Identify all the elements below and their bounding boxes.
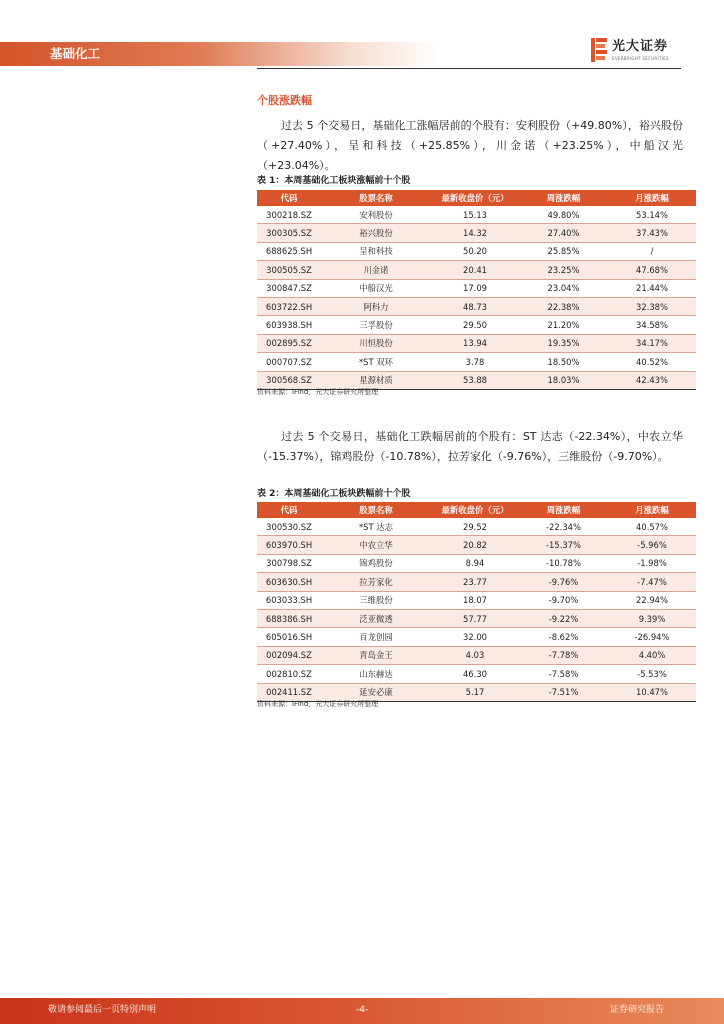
column-header: 代码	[257, 190, 321, 206]
stock-name-cell: *ST 双环	[321, 353, 431, 371]
header-section-title: 基础化工	[50, 46, 101, 61]
close-price-cell: 4.03	[431, 646, 519, 664]
table-row	[257, 242, 696, 260]
column-header: 股票名称	[321, 502, 431, 518]
stock-name-cell: 中船汉光	[321, 279, 431, 297]
table-row	[257, 646, 696, 664]
monthly-change-cell: -26.94%	[608, 628, 696, 646]
monthly-change-cell: 10.47%	[608, 683, 696, 701]
weekly-change-cell: 19.35%	[519, 334, 608, 352]
stock-code-cell: 300218.SZ	[257, 206, 321, 224]
close-price-cell: 53.88	[431, 371, 519, 389]
stock-name-cell: 呈和科技	[321, 242, 431, 260]
table-top-gainers	[257, 190, 696, 390]
close-price-cell: 50.20	[431, 242, 519, 260]
weekly-change-cell: 23.04%	[519, 279, 608, 297]
stock-code-cell: 603033.SH	[257, 591, 321, 609]
stock-name-cell: 川恒股份	[321, 334, 431, 352]
stock-code-cell: 300305.SZ	[257, 224, 321, 242]
close-price-cell: 14.32	[431, 224, 519, 242]
close-price-cell: 48.73	[431, 297, 519, 315]
table-row	[257, 353, 696, 371]
weekly-change-cell: 22.38%	[519, 297, 608, 315]
monthly-change-cell: 40.52%	[608, 353, 696, 371]
stock-name-cell: 延安必康	[321, 683, 431, 701]
stock-name-cell: 泛亚微透	[321, 609, 431, 627]
close-price-cell: 29.52	[431, 518, 519, 536]
stock-code-cell: 603722.SH	[257, 297, 321, 315]
weekly-change-cell: -9.70%	[519, 591, 608, 609]
stock-code-cell: 688386.SH	[257, 609, 321, 627]
table-row	[257, 591, 696, 609]
stock-name-cell: 锦鸡股份	[321, 554, 431, 572]
close-price-cell: 46.30	[431, 665, 519, 683]
close-price-cell: 18.07	[431, 591, 519, 609]
stock-code-cell: 605016.SH	[257, 628, 321, 646]
stock-name-cell: 三孚股份	[321, 316, 431, 334]
footer-report-type: 证券研究报告	[610, 1005, 665, 1015]
close-price-cell: 23.77	[431, 573, 519, 591]
stock-name-cell: 中农立华	[321, 536, 431, 554]
section-title: 个股涨跌幅	[257, 94, 312, 107]
stock-code-cell: 300505.SZ	[257, 261, 321, 279]
table-row	[257, 683, 696, 701]
monthly-change-cell: 47.68%	[608, 261, 696, 279]
close-price-cell: 29.50	[431, 316, 519, 334]
column-header: 月涨跌幅	[608, 502, 696, 518]
table-row	[257, 316, 696, 334]
column-header: 周涨跌幅	[519, 502, 608, 518]
monthly-change-cell: /	[608, 242, 696, 260]
weekly-change-cell: 18.50%	[519, 353, 608, 371]
close-price-cell: 32.00	[431, 628, 519, 646]
monthly-change-cell: -7.47%	[608, 573, 696, 591]
weekly-change-cell: -9.22%	[519, 609, 608, 627]
close-price-cell: 20.41	[431, 261, 519, 279]
table-row	[257, 536, 696, 554]
monthly-change-cell: 34.17%	[608, 334, 696, 352]
monthly-change-cell: 37.43%	[608, 224, 696, 242]
table-row	[257, 206, 696, 224]
stock-name-cell: 拉芳家化	[321, 573, 431, 591]
stock-code-cell: 300847.SZ	[257, 279, 321, 297]
table-row	[257, 609, 696, 627]
table-row	[257, 573, 696, 591]
stock-code-cell: 000707.SZ	[257, 353, 321, 371]
weekly-change-cell: 49.80%	[519, 206, 608, 224]
stock-name-cell: 青岛金王	[321, 646, 431, 664]
monthly-change-cell: -1.98%	[608, 554, 696, 572]
column-header: 最新收盘价（元）	[431, 190, 519, 206]
brand-name-cn: 光大证券	[612, 39, 669, 54]
stock-name-cell: 安利股份	[321, 206, 431, 224]
stock-name-cell: *ST 达志	[321, 518, 431, 536]
weekly-change-cell: 27.40%	[519, 224, 608, 242]
close-price-cell: 5.17	[431, 683, 519, 701]
stock-name-cell: 百龙创园	[321, 628, 431, 646]
monthly-change-cell: -5.53%	[608, 665, 696, 683]
table-row	[257, 554, 696, 572]
stock-name-cell: 三维股份	[321, 591, 431, 609]
table1-source: 资料来源：iFind，光大证券研究所整理	[257, 388, 379, 396]
column-header: 最新收盘价（元）	[431, 502, 519, 518]
monthly-change-cell: 32.38%	[608, 297, 696, 315]
close-price-cell: 13.94	[431, 334, 519, 352]
table-row	[257, 665, 696, 683]
close-price-cell: 3.78	[431, 353, 519, 371]
stock-code-cell: 603970.SH	[257, 536, 321, 554]
monthly-change-cell: 42.43%	[608, 371, 696, 389]
weekly-change-cell: 23.25%	[519, 261, 608, 279]
monthly-change-cell: -5.96%	[608, 536, 696, 554]
stock-code-cell: 300798.SZ	[257, 554, 321, 572]
table-row	[257, 261, 696, 279]
table-header-row	[257, 190, 696, 206]
column-header: 代码	[257, 502, 321, 518]
weekly-change-cell: -7.58%	[519, 665, 608, 683]
stock-code-cell: 002094.SZ	[257, 646, 321, 664]
weekly-change-cell: -9.76%	[519, 573, 608, 591]
weekly-change-cell: 25.85%	[519, 242, 608, 260]
close-price-cell: 17.09	[431, 279, 519, 297]
footer-disclaimer-link[interactable]: 敬请参阅最后一页特别声明	[48, 1005, 157, 1015]
weekly-change-cell: -8.62%	[519, 628, 608, 646]
weekly-change-cell: -15.37%	[519, 536, 608, 554]
monthly-change-cell: 40.57%	[608, 518, 696, 536]
close-price-cell: 15.13	[431, 206, 519, 224]
stock-name-cell: 山东赫达	[321, 665, 431, 683]
weekly-change-cell: -7.78%	[519, 646, 608, 664]
monthly-change-cell: 34.58%	[608, 316, 696, 334]
close-price-cell: 20.82	[431, 536, 519, 554]
stock-code-cell: 603938.SH	[257, 316, 321, 334]
weekly-change-cell: -7.51%	[519, 683, 608, 701]
table-row	[257, 297, 696, 315]
table2-caption: 表 2：本周基础化工板块跌幅前十个股	[257, 489, 411, 499]
weekly-change-cell: -10.78%	[519, 554, 608, 572]
header-divider	[257, 68, 681, 69]
weekly-change-cell: -22.34%	[519, 518, 608, 536]
brand-logo	[591, 38, 681, 66]
column-header: 月涨跌幅	[608, 190, 696, 206]
monthly-change-cell: 53.14%	[608, 206, 696, 224]
stock-code-cell: 688625.SH	[257, 242, 321, 260]
table-header-row	[257, 502, 696, 518]
table-row	[257, 279, 696, 297]
stock-code-cell: 002895.SZ	[257, 334, 321, 352]
monthly-change-cell: 21.44%	[608, 279, 696, 297]
stock-code-cell: 603630.SH	[257, 573, 321, 591]
stock-code-cell: 300530.SZ	[257, 518, 321, 536]
column-header: 股票名称	[321, 190, 431, 206]
table-row	[257, 518, 696, 536]
stock-name-cell: 裕兴股份	[321, 224, 431, 242]
brand-name-en: EVERBRIGHT SECURITIES	[612, 56, 669, 61]
weekly-change-cell: 18.03%	[519, 371, 608, 389]
monthly-change-cell: 9.39%	[608, 609, 696, 627]
brand-mark-icon	[591, 38, 607, 62]
monthly-change-cell: 4.40%	[608, 646, 696, 664]
table-row	[257, 334, 696, 352]
table-row	[257, 371, 696, 389]
table-top-losers	[257, 502, 696, 702]
stock-code-cell: 002411.SZ	[257, 683, 321, 701]
table1-caption: 表 1：本周基础化工板块涨幅前十个股	[257, 176, 411, 186]
stock-code-cell: 300568.SZ	[257, 371, 321, 389]
table-row	[257, 224, 696, 242]
monthly-change-cell: 22.94%	[608, 591, 696, 609]
column-header: 周涨跌幅	[519, 190, 608, 206]
page-number: -4-	[356, 1005, 369, 1015]
weekly-change-cell: 21.20%	[519, 316, 608, 334]
paragraph-losers: 过去 5 个交易日，基础化工跌幅居前的个股有：ST 达志（-22.34%），中农立华（-15.37%），锦鸡股份（-10.78%），拉芳家化（-9.76%），三维股份（-9.70%）。	[257, 430, 683, 463]
stock-code-cell: 002810.SZ	[257, 665, 321, 683]
close-price-cell: 8.94	[431, 554, 519, 572]
close-price-cell: 57.77	[431, 609, 519, 627]
table2-source: 资料来源：iFind，光大证券研究所整理	[257, 700, 379, 708]
paragraph-gainers: 过去 5 个交易日，基础化工涨幅居前的个股有：安利股份（+49.80%），裕兴股份（+27.40%），呈和科技（+25.85%），川金诺（+23.25%），中船汉光（+23.04%）。	[257, 119, 683, 172]
table-row	[257, 628, 696, 646]
stock-name-cell: 阿科力	[321, 297, 431, 315]
stock-name-cell: 川金诺	[321, 261, 431, 279]
stock-name-cell: 星源材质	[321, 371, 431, 389]
